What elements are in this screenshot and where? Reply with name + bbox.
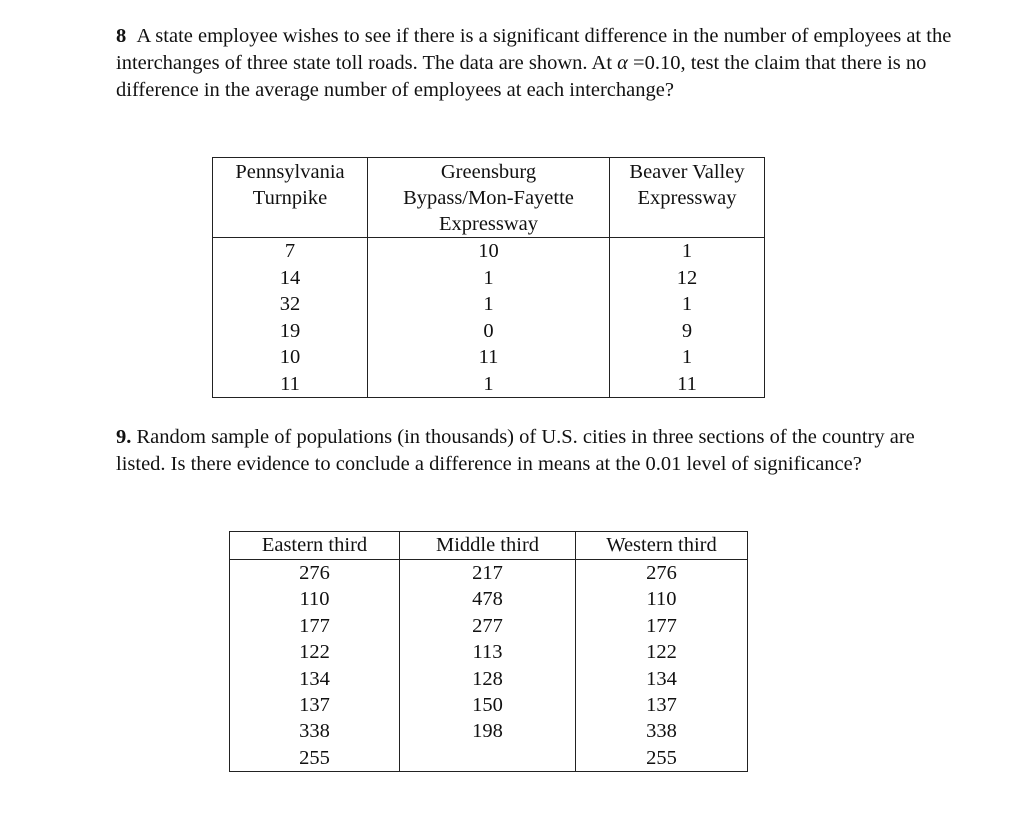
table-cell: 276: [576, 560, 748, 587]
table-cell: 7: [213, 238, 368, 265]
table-row: [230, 692, 748, 718]
table-cell: 32: [213, 291, 368, 318]
table-row: [213, 265, 765, 292]
header-line: Beaver Valley: [629, 161, 745, 183]
table-cell: 11: [610, 371, 765, 398]
header-eastern-third: Eastern third: [230, 532, 400, 560]
table-cell: 198: [400, 718, 576, 744]
question-8-text-part1: A state employee wishes to see if there is a significant difference in the number of employees at the interchanges of three state toll roads. The data are shown. At: [116, 25, 952, 74]
table-cell: 1: [368, 265, 610, 292]
header-greensburg-bypass: [368, 158, 610, 238]
table-cell: 150: [400, 692, 576, 718]
toll-road-employees-table: [212, 157, 765, 398]
table-cell: 134: [576, 666, 748, 692]
question-9-number: 9.: [116, 426, 132, 448]
table-cell: 1: [368, 291, 610, 318]
table-cell: 14: [213, 265, 368, 292]
table-row: [213, 291, 765, 318]
table-cell: 137: [576, 692, 748, 718]
table-cell: 9: [610, 318, 765, 345]
table-cell: 478: [400, 586, 576, 612]
table-cell: 12: [610, 265, 765, 292]
table-cell: 10: [213, 344, 368, 371]
header-line: Greensburg: [440, 161, 537, 183]
city-populations-table: [229, 531, 748, 772]
table-cell: 110: [576, 586, 748, 612]
table-cell: 137: [230, 692, 400, 718]
table-cell: 128: [400, 666, 576, 692]
table-cell: 113: [400, 639, 576, 665]
table-cell: 122: [576, 639, 748, 665]
table-cell: 1: [610, 238, 765, 265]
table-cell: 122: [230, 639, 400, 665]
table-row: [230, 745, 748, 772]
table-cell: 1: [610, 291, 765, 318]
table-row: [230, 613, 748, 639]
table-row: [213, 344, 765, 371]
table-cell: 10: [368, 238, 610, 265]
table-cell: 1: [368, 371, 610, 398]
header-western-third: Western third: [576, 532, 748, 560]
table-cell: 277: [400, 613, 576, 639]
table-cell: 177: [576, 613, 748, 639]
question-8-text-part2: =0.10, test the claim that there is no difference in the average number of employees at each interchange?: [116, 52, 927, 101]
header-pennsylvania-turnpike: [213, 158, 368, 238]
header-middle-third: Middle third: [400, 532, 576, 560]
table-row: [213, 371, 765, 398]
table-cell: 0: [368, 318, 610, 345]
table-row: [213, 238, 765, 265]
table-cell: 338: [576, 718, 748, 744]
table-cell: 177: [230, 613, 400, 639]
table-cell: 11: [368, 344, 610, 371]
table-cell: 255: [230, 745, 400, 772]
table-row: [230, 666, 748, 692]
table-cell: 134: [230, 666, 400, 692]
question-8-number: 8: [116, 25, 127, 47]
table-row: [230, 639, 748, 665]
header-line: Expressway: [637, 187, 737, 209]
table-header-row: [213, 158, 765, 238]
header-line: Turnpike: [252, 187, 328, 209]
table-cell: 338: [230, 718, 400, 744]
table-cell: 110: [230, 586, 400, 612]
table-cell: 276: [230, 560, 400, 587]
question-9-text: Random sample of populations (in thousands) of U.S. cities in three sections of the country are listed. Is there evidence to conclude a difference in means at the 0.01 level of significance?: [116, 426, 915, 475]
table-cell: 11: [213, 371, 368, 398]
header-line: Pennsylvania: [235, 161, 345, 183]
question-9: [116, 424, 956, 478]
table-cell: 1: [610, 344, 765, 371]
table-header-row: [230, 532, 748, 560]
table-row: [230, 586, 748, 612]
table-cell: 19: [213, 318, 368, 345]
table-row: [230, 718, 748, 744]
alpha-symbol: α: [617, 52, 628, 74]
table-cell: 255: [576, 745, 748, 772]
header-line: Bypass/Mon-Fayette: [403, 187, 574, 209]
table-row: [213, 318, 765, 345]
table-cell: [400, 745, 576, 772]
header-beaver-valley-expressway: [610, 158, 765, 238]
question-8: [116, 23, 956, 104]
table-cell: 217: [400, 560, 576, 587]
table-row: [230, 560, 748, 587]
header-line: Expressway: [438, 213, 539, 235]
